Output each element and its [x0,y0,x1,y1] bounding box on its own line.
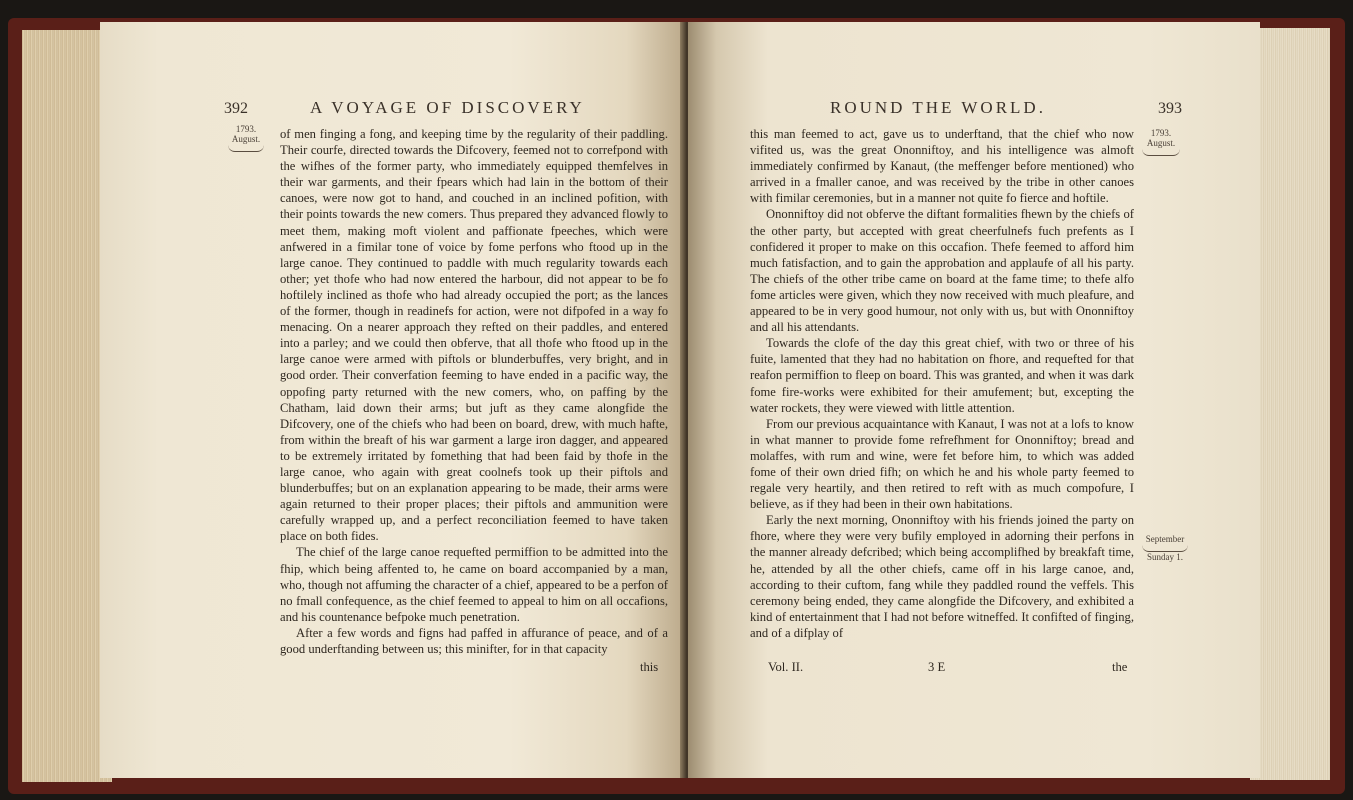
margin-month: August. [1146,138,1176,148]
paragraph: Ononniftoy did not obferve the diftant formalities fhewn by the chiefs of the other party, but accepted with great cheerfulnefs fuch prefents as I confidered it proper to make on this occafion. Thefe feemed to afford him much fatisfaction, and to gain the approbation and applaufe of all his party. The chiefs of the other tribe came on board at the fame time; to thefe alfo fome articles were given, which they now received with much pleafure, and appeared to be in very good humour, not only with us, but with Ononniftoy and all his attendants. [750,207,1134,335]
margin-year: 1793. [235,124,257,134]
margin-brace [1142,149,1180,156]
paragraph: this man feemed to act, gave us to underftand, that the chief who now vifited us, was the great Ononniftoy, and his intelligence was almoft immediately confirmed by Kanaut, (the meffenger before mentioned) who arrived in a fmaller canoe, and was received by the tribe in other canoes with fimilar ceremonies, but in a manner not quite fo fierce and hoftile. [750,127,1134,206]
paragraph: of men finging a fong, and keeping time by the regularity of their paddling. Their courfe, directed towards the Difcovery, feemed not to correfpond with the wifhes of the former party, who immediately equipped themfelves in their war garments, and their fpears which had lain in the bottom of their canoes, were now got to hand, and couched in an inclined pofition, with their points towards the new comers. Thus prepared they advanced flowly to meet them, making moft violent and paffionate fpeeches, which were anfwered in a fimilar tone of voice by fome perfons who ftood up in the large canoe. They continued to paddle with much regularity towards each other; yet thofe who had now entered the harbour, did not appear to be fo hoftilely inclined as thofe who had already occupied the port; as the lances of the former, though in readinefs for action, were not difpofed in a way fo menacing. On a nearer approach they refted on their paddles, and entered into a parley; and we could then obferve, that all thofe who ftood up in the large canoe were armed with piftols or blunderbuffes, very bright, and in good order. Their converfation feeming to have ended in a pacific way, the oppofing party returned with the new comers, who, on paffing by the Chatham, laid down their arms; but juft as they came alongfide the Difcovery, one of the chiefs who had been on board, drew, with much hafte, from within the breaft of his war garment a large iron dagger, and appeared to be extremely irritated by fomething that had been faid by thofe in the large canoe, who again with great coolnefs took up their piftols and blunderbuffes; but on an explanation appearing to be made, their arms were again returned to their proper places; their piftols and ammunition were carefully wrapped up, and a perfect reconciliation feemed to have taken place on both fides. [280,127,668,544]
right-page [688,22,1260,778]
signature-mark: 3 E [928,660,946,674]
margin-year: 1793. [1150,128,1172,138]
left-page-edges [22,30,112,782]
paragraph: From our previous acquaintance with Kanaut, I was not at a lofs to know in what manner to provide fome refrefhment for Ononniftoy; bread and molaffes, with rum and wine, were fet before him, to which was added fome of their own dried fifh; on which he and his whole party feemed to regale very heartily, and then retired to reft with as much compofure, I believe, as if they had been in their own habitations. [750,416,1134,512]
right-page-edges [1250,28,1330,780]
right-catchword: the [1112,660,1128,674]
paragraph: Early the next morning, Ononniftoy with his friends joined the party on fhore, where they were very bufily employed in adorning their perfons in the manner already defcribed; which being accomplifhed by breakfaft time, he, attended by all the other chiefs, came off in his large canoe, and, according to their cuftom, fang while they paddled round the veffels. This ceremony being ended, they came alongfide the Difcovery, and exhibited a kind of entertainment that I had not before witneffed. It confifted of finging, and of a difplay of [750,513,1134,640]
paragraph: The chief of the large canoe requefted permiffion to be admitted into the fhip, which being affented to, he came on board accompanied by a man, who, though not affuming the character of a chief, appeared to be a perfon of no fmall confequence, as the chief feemed to appeal to him on all occafions, and his countenance befpoke much penetration. [280,545,668,624]
right-body-text [750,126,1134,641]
margin-day: Sunday 1. [1147,552,1183,562]
right-margin-date-september [1142,534,1188,562]
margin-month: August. [231,134,261,144]
left-page-number: 392 [224,100,248,117]
margin-brace [228,145,264,152]
left-running-head: A VOYAGE OF DISCOVERY [310,98,585,117]
margin-brace [1142,545,1188,552]
left-margin-date [228,124,264,152]
left-body-text [280,126,668,657]
paragraph: After a few words and figns had paffed in affurance of peace, and of a good underftanding between us; this minifter, for in that capacity [280,625,668,656]
volume-label: Vol. II. [768,660,804,674]
left-catchword: this [640,660,659,674]
left-page [100,22,685,778]
right-running-head: ROUND THE WORLD. [830,98,1046,117]
right-page-number: 393 [1158,100,1182,117]
paragraph: Towards the clofe of the day this great chief, with two or three of his fuite, lamented that they had no habitation on fhore, and requefted for that reafon permiffion to fleep on board. This was granted, and when it was dark fome fire-works were exhibited for their amufement; but, excepting the water rockets, they were viewed with little attention. [750,336,1134,415]
margin-month: September [1145,534,1185,544]
right-margin-date [1142,128,1180,156]
